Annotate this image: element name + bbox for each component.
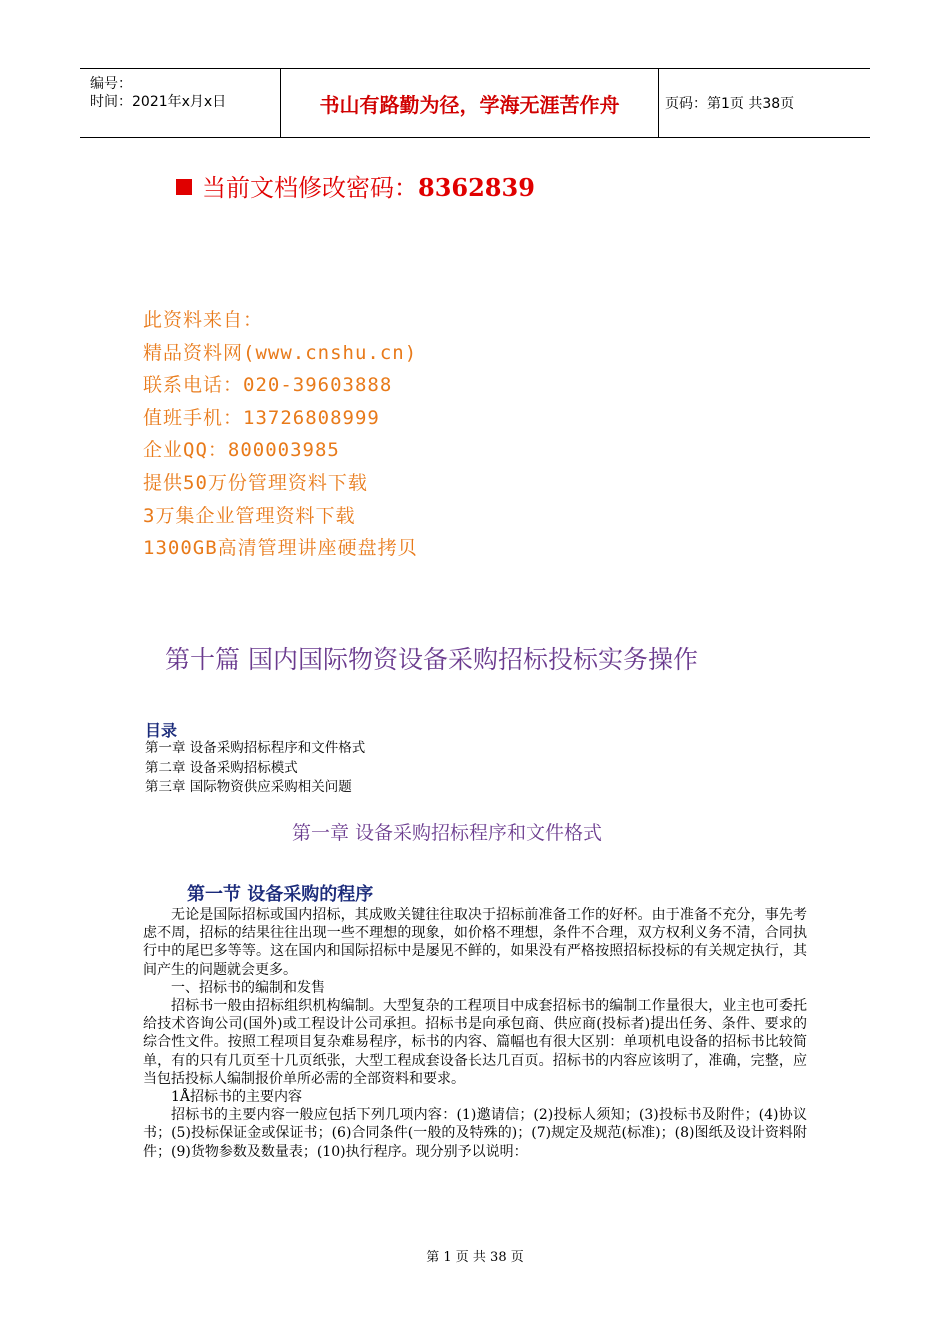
toc-item[interactable]: 第一章 设备采购招标程序和文件格式 xyxy=(145,740,366,756)
paragraph: 招标书的主要内容一般应包括下列几项内容：(1)邀请信；(2)投标人须知；(3)投标书及附件；(4)协议书；(5)投标保证金或保证书；(6)合同条件(一般的及特殊的)；(7)规定及规范(标准)；(8)图纸及设计资料附件；(9)货物参数及数量表；(10)执行程序。现分别予以说明： xyxy=(143,1107,807,1160)
table-of-contents xyxy=(145,739,365,798)
source-line: 联系电话：020-39603888 xyxy=(143,374,393,397)
page-header xyxy=(80,68,870,138)
source-line: 企业QQ：800003985 xyxy=(143,439,340,462)
password-label: 当前文档修改密码： xyxy=(202,174,418,202)
toc-item[interactable]: 第三章 国际物资供应采购相关问题 xyxy=(145,779,352,795)
paragraph: 招标书一般由招标组织机构编制。大型复杂的工程项目中成套招标书的编制工作量很大，业主也可委托给技术咨询公司(国外)或工程设计公司承担。招标书是向承包商、供应商(投标者)提出任务、条件、要求的综合性文件。按照工程项目复杂难易程序，标书的内容、篇幅也有很大区别：单项机电设备的招标书比较简单，有的只有几页至十几页纸张，大型工程成套设备长达几百页。招标书的内容应该明了，准确，完整，应当包括投标人编制报价单所必需的全部资料和要求。 xyxy=(143,998,807,1087)
number-label: 编号： xyxy=(90,76,132,92)
source-line: 精品资料网(www.cnshu.cn) xyxy=(143,341,418,364)
source-line: 值班手机：13726808999 xyxy=(143,406,380,429)
toc-item[interactable]: 第二章 设备采购招标模式 xyxy=(145,759,298,776)
password-line xyxy=(176,168,535,203)
source-line: 此资料来自： xyxy=(143,309,264,331)
page-footer: 第 1 页 共 38 页 xyxy=(426,1250,524,1265)
header-meta xyxy=(80,69,280,137)
body-text xyxy=(143,906,807,1161)
source-line: 3万集企业管理资料下载 xyxy=(143,504,356,527)
time-label: 时间：2021年x月x日 xyxy=(90,94,227,110)
section-title: 第一节 设备采购的程序 xyxy=(187,884,374,905)
paragraph: 1Å招标书的主要内容 xyxy=(171,1089,303,1106)
header-page-info: 页码：第1页 共38页 xyxy=(665,96,795,112)
chapter-title: 第一章 设备采购招标程序和文件格式 xyxy=(292,822,603,844)
red-square-bullet-icon xyxy=(176,179,192,195)
paragraph: 一、招标书的编制和发售 xyxy=(171,979,325,996)
toc-heading: 目录 xyxy=(145,721,178,740)
header-motto: 书山有路勤为径，学海无涯苦作舟 xyxy=(280,69,659,137)
source-block xyxy=(143,304,418,565)
source-line: 提供50万份管理资料下载 xyxy=(143,471,368,494)
document-title: 第十篇 国内国际物资设备采购招标投标实务操作 xyxy=(165,645,698,674)
password-code: 8362839 xyxy=(418,173,535,202)
paragraph: 无论是国际招标或国内招标，其成败关键往往取决于招标前准备工作的好杯。由于准备不充分，事先考虑不周，招标的结果往往出现一些不理想的现象，如价格不理想，条件不合理，双方权利义务不清，合同执行中的尾巴多等等。这在国内和国际招标中是屡见不鲜的，如果没有严格按照招标投标的有关规定执行，其间产生的问题就会更多。 xyxy=(143,907,807,978)
source-line: 1300GB高清管理讲座硬盘拷贝 xyxy=(143,537,418,560)
